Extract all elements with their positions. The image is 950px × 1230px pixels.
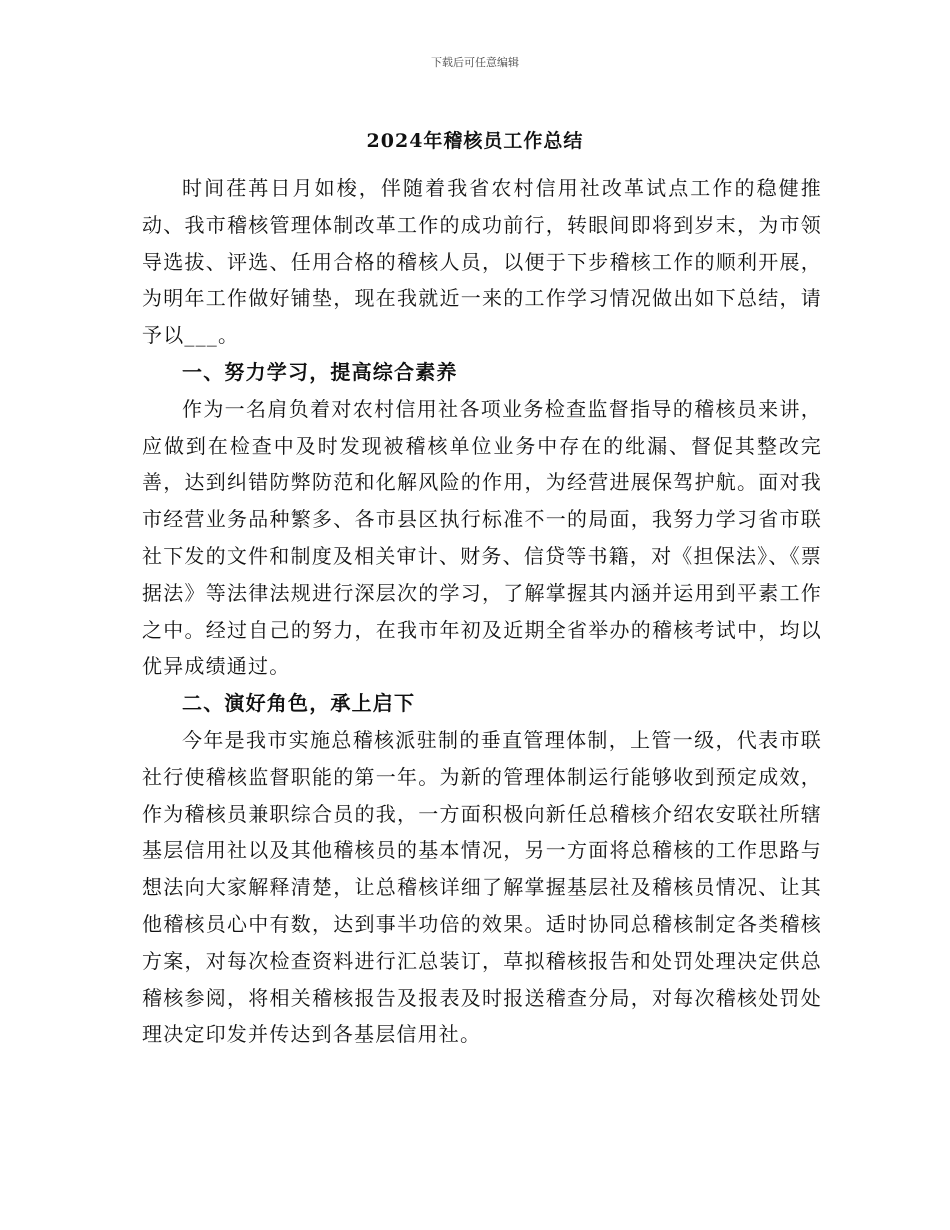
section-heading-1: 一、努力学习，提高综合素养 xyxy=(182,359,458,384)
header-note: 下载后可任意编辑 xyxy=(431,56,519,69)
section-paragraph-1: 作为一名肩负着对农村信用社各项业务检查监督指导的稽核员来讲，应做到在检查中及时发现被稽核单位业务中存在的纰漏、督促其整改完善，达到纠错防弊防范和化解风险的作用，为经营进展保驾护航。面对我市经营业务品种繁多、各市县区执行标准不一的局面，我努力学习省市联社下发的文件和制度及相关审计、财务、信贷等书籍，对《担保法》、《票据法》等法律法规进行深层次的学习，了解掌握其内涵并运用到平素工作之中。经过自己的努力，在我市年初及近期全省举办的稽核考试中，均以优异成绩通过。 xyxy=(142,396,822,679)
section-heading-2: 二、演好角色，承上启下 xyxy=(182,691,416,716)
document-body xyxy=(142,170,822,1053)
section-paragraph-2: 今年是我市实施总稽核派驻制的垂直管理体制，上管一级，代表市联社行使稽核监督职能的第一年。为新的管理体制运行能够收到预定成效，作为稽核员兼职综合员的我，一方面积极向新任总稽核介绍农安联社所辖基层信用社以及其他稽核员的基本情况，另一方面将总稽核的工作思路与想法向大家解释清楚，让总稽核详细了解掌握基层社及稽核员情况、让其他稽核员心中有数，达到事半功倍的效果。适时协同总稽核制定各类稽核方案，对每次检查资料进行汇总装订，草拟稽核报告和处罚处理决定供总稽核参阅，将相关稽核报告及报表及时报送稽查分局，对每次稽核处罚处理决定印发并传达到各基层信用社。 xyxy=(142,727,822,1047)
document-title: 2024年稽核员工作总结 xyxy=(366,130,584,152)
intro-paragraph: 时间荏苒日月如梭，伴随着我省农村信用社改革试点工作的稳健推动、我市稽核管理体制改革工作的成功前行，转眼间即将到岁末，为市领导选拔、评选、任用合格的稽核人员，以便于下步稽核工作的顺利开展，为明年工作做好铺垫，现在我就近一来的工作学习情况做出如下总结，请予以___。 xyxy=(142,176,822,348)
